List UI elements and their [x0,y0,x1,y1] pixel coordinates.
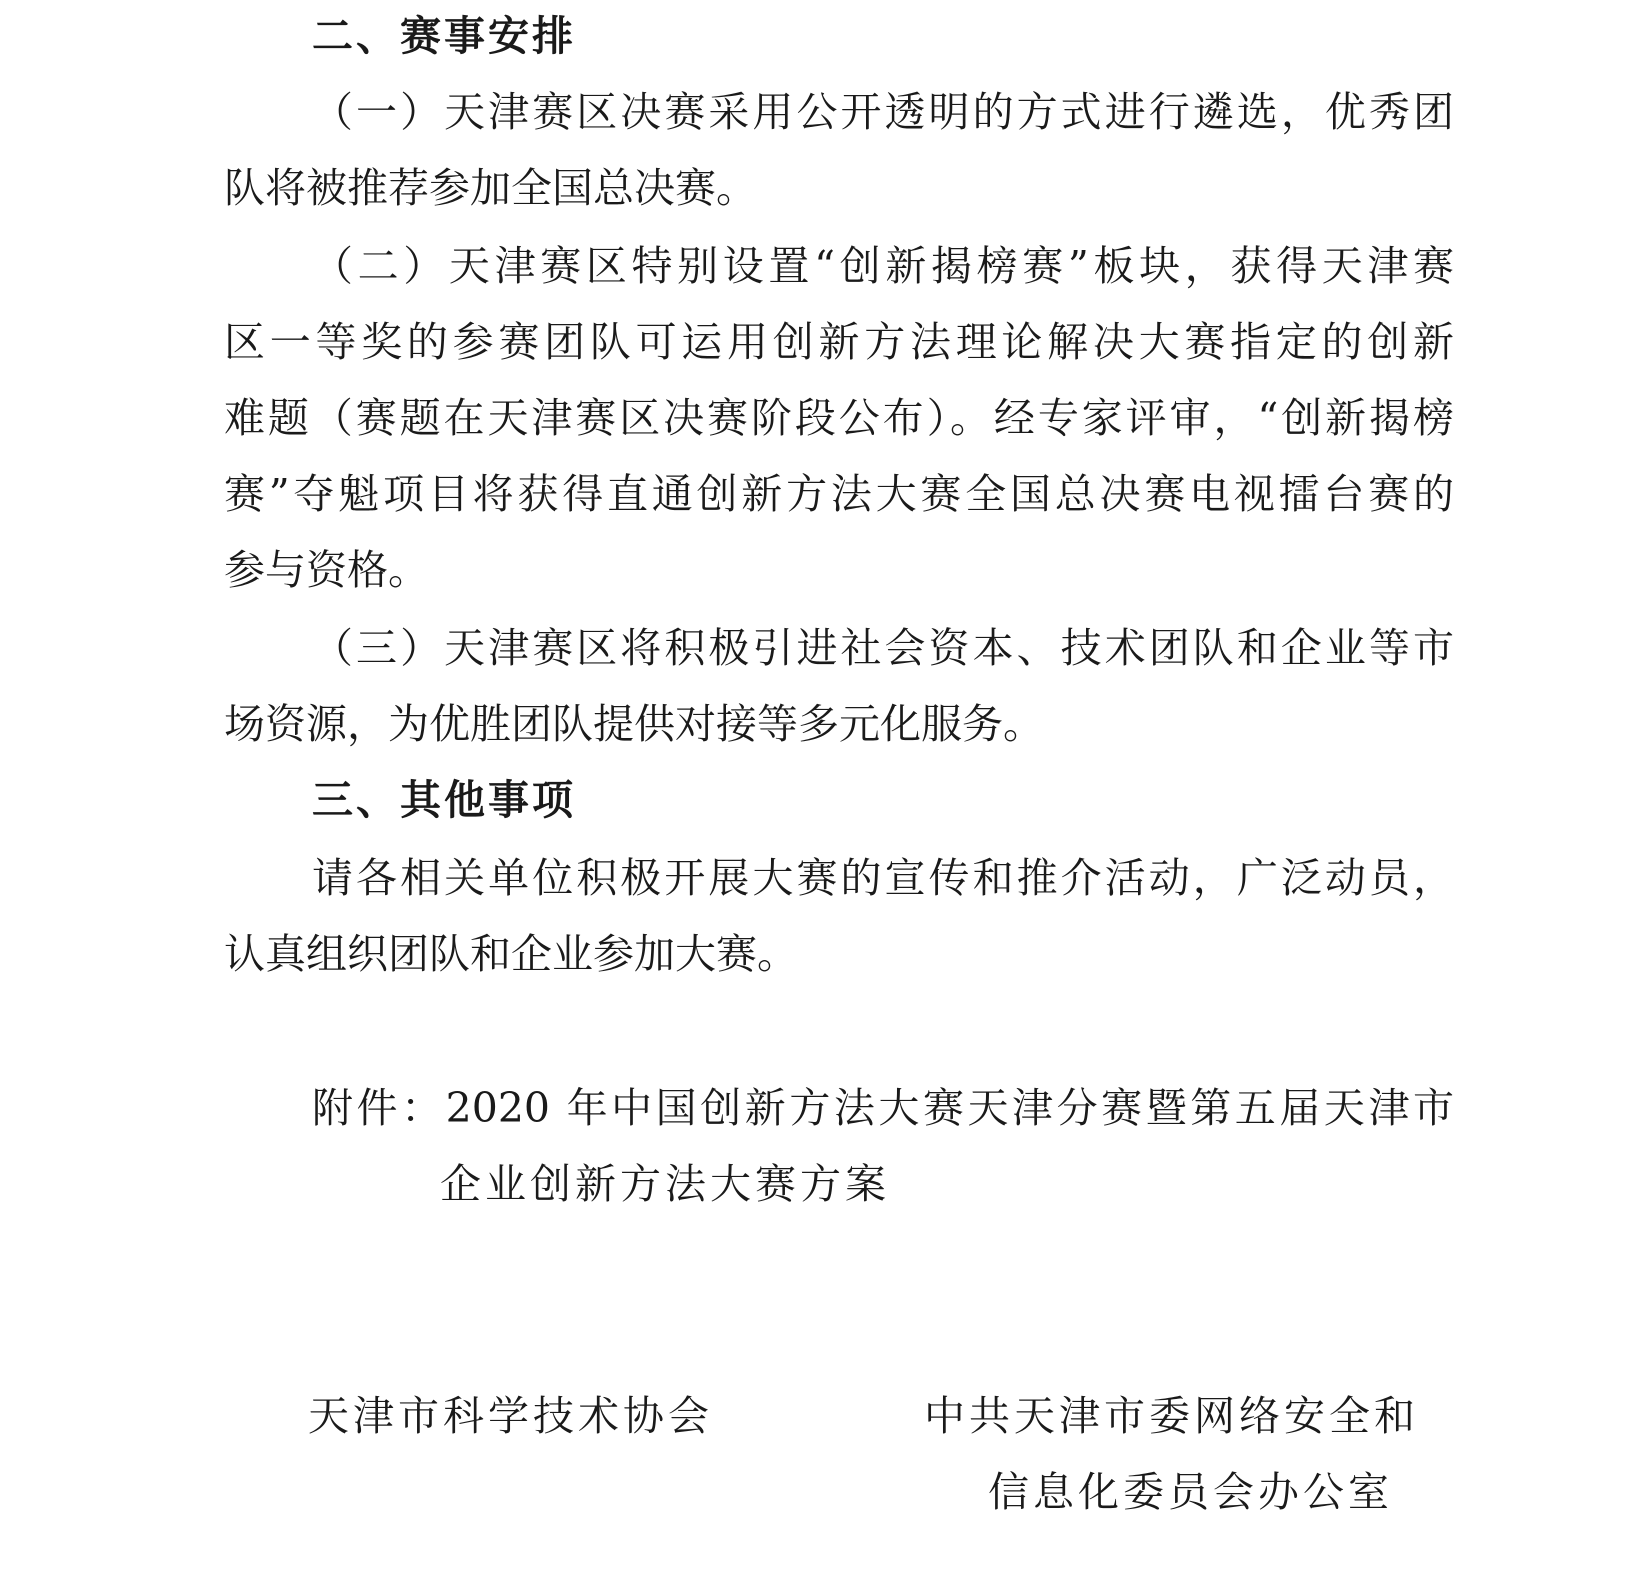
section-heading-other-matters: 三、其他事项 [312,776,576,824]
section-heading-arrangements: 二、赛事安排 [312,12,576,60]
paragraph-line: 难题（赛题在天津赛区决赛阶段公布）。经专家评审，“创新揭榜 [224,394,1454,442]
paragraph-line: （一）天津赛区决赛采用公开透明的方式进行遴选，优秀团 [312,88,1454,136]
paragraph-line: 场资源，为优胜团队提供对接等多元化服务。 [224,700,1044,748]
paragraph-line: 认真组织团队和企业参加大赛。 [224,930,798,978]
attachment-line: 企业创新方法大赛方案 [440,1160,890,1208]
paragraph-line: 赛”夺魁项目将获得直通创新方法大赛全国总决赛电视擂台赛的 [224,470,1454,518]
signature-right-line1: 中共天津市委网络安全和 [924,1392,1419,1440]
signature-left: 天津市科学技术协会 [308,1392,713,1440]
paragraph-line: 请各相关单位积极开展大赛的宣传和推介活动，广泛动员， [312,854,1454,902]
signature-right-line2: 信息化委员会办公室 [988,1468,1393,1516]
paragraph-line: 参与资格。 [224,546,429,594]
attachment-line: 附件：2020 年中国创新方法大赛天津分赛暨第五届天津市 [312,1084,1454,1132]
paragraph-line: 队将被推荐参加全国总决赛。 [224,164,757,212]
paragraph-line: （二）天津赛区特别设置“创新揭榜赛”板块，获得天津赛 [312,242,1454,290]
paragraph-line: 区一等奖的参赛团队可运用创新方法理论解决大赛指定的创新 [224,318,1454,366]
paragraph-line: （三）天津赛区将积极引进社会资本、技术团队和企业等市 [312,624,1454,672]
